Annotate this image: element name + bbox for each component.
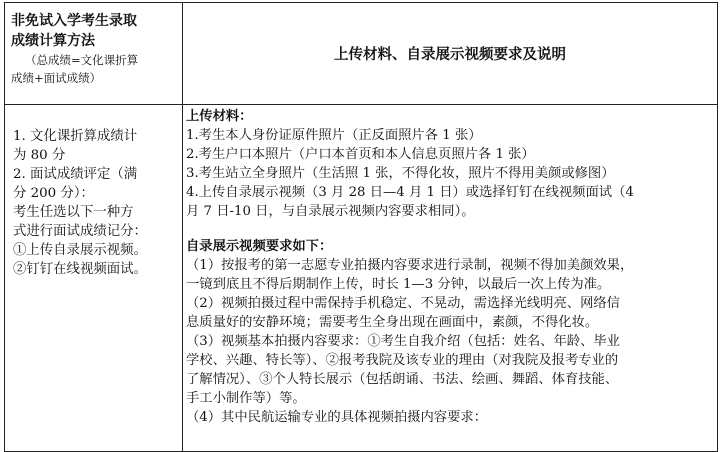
- score-line: 1. 文化课折算成绩计: [13, 129, 138, 144]
- spacer: [186, 221, 712, 237]
- requirements-table: [4, 2, 718, 452]
- video-line: 一镜到底且不得后期制作上传，时长 1—3 分钟，以最后一次上传为准。: [186, 277, 611, 292]
- score-line: ①上传自录展示视频。: [13, 243, 147, 258]
- score-line: ②钉钉在线视频面试。: [13, 262, 147, 277]
- upload-line: 3.考生站立全身照片（生活照 1 张，不得化妆，照片不得用美颜或修图）: [186, 166, 615, 181]
- video-line: （3）视频基本拍摄内容要求：①考生自我介绍（包括：姓名、年龄、毕业: [186, 334, 620, 349]
- video-heading: 自录展示视频要求如下：: [186, 239, 333, 254]
- score-line: 分 200 分）：: [13, 186, 94, 201]
- left-title-line2: 成绩计算方法: [11, 33, 95, 49]
- header-left-cell: [5, 3, 182, 104]
- upload-line: 4.上传自录展示视频（3 月 28 日—4 月 1 日）或选择钉钉在线视频面试（4: [186, 185, 634, 200]
- header-right-cell: [183, 3, 717, 104]
- upload-line: 1.考生本人身份证原件照片（正反面照片各 1 张）: [186, 128, 482, 143]
- score-method-cell: [5, 105, 182, 451]
- left-subtitle-line1: （总成绩=文化课折算: [25, 53, 139, 67]
- video-line: 了解情况）、③个人特长展示（包括朗诵、书法、绘画、舞蹈、体育技能、: [186, 372, 619, 387]
- upload-heading: 上传材料：: [186, 109, 253, 124]
- left-subtitle-line2: 成绩+面试成绩）: [11, 71, 102, 85]
- upload-line: 2.考生户口本照片（户口本首页和本人信息页照片各 1 张）: [186, 147, 535, 162]
- requirements-cell: [184, 105, 716, 451]
- left-title-line1: 非免试入学考生录取: [11, 13, 137, 29]
- score-line: 2. 面试成绩评定（满: [13, 167, 138, 182]
- score-line: 为 80 分: [13, 148, 66, 163]
- score-line: 考生任选以下一种方: [13, 205, 134, 220]
- right-header-title: 上传材料、自录展示视频要求及说明: [334, 46, 566, 63]
- upload-line: 月 7 日-10 日，与自录展示视频内容要求相同）。: [186, 204, 475, 219]
- score-line: 式进行面试成绩记分：: [13, 224, 147, 239]
- video-line: （4）其中民航运输专业的具体视频拍摄内容要求：: [186, 410, 487, 425]
- video-line: （2）视频拍摄过程中需保持手机稳定、不晃动，需选择光线明亮、网络信: [186, 296, 620, 311]
- video-line: 学校、兴趣、特长等）、②报考我院及该专业的理由（对我院及报考专业的: [186, 353, 619, 368]
- video-line: （1）按报考的第一志愿专业拍摄内容要求进行录制，视频不得加美颜效果，: [186, 258, 634, 273]
- video-line: 息质量好的安静环境；需要考生全身出现在画面中，素颜，不得化妆。: [186, 315, 599, 330]
- video-line: 手工小制作等）等。: [186, 391, 306, 406]
